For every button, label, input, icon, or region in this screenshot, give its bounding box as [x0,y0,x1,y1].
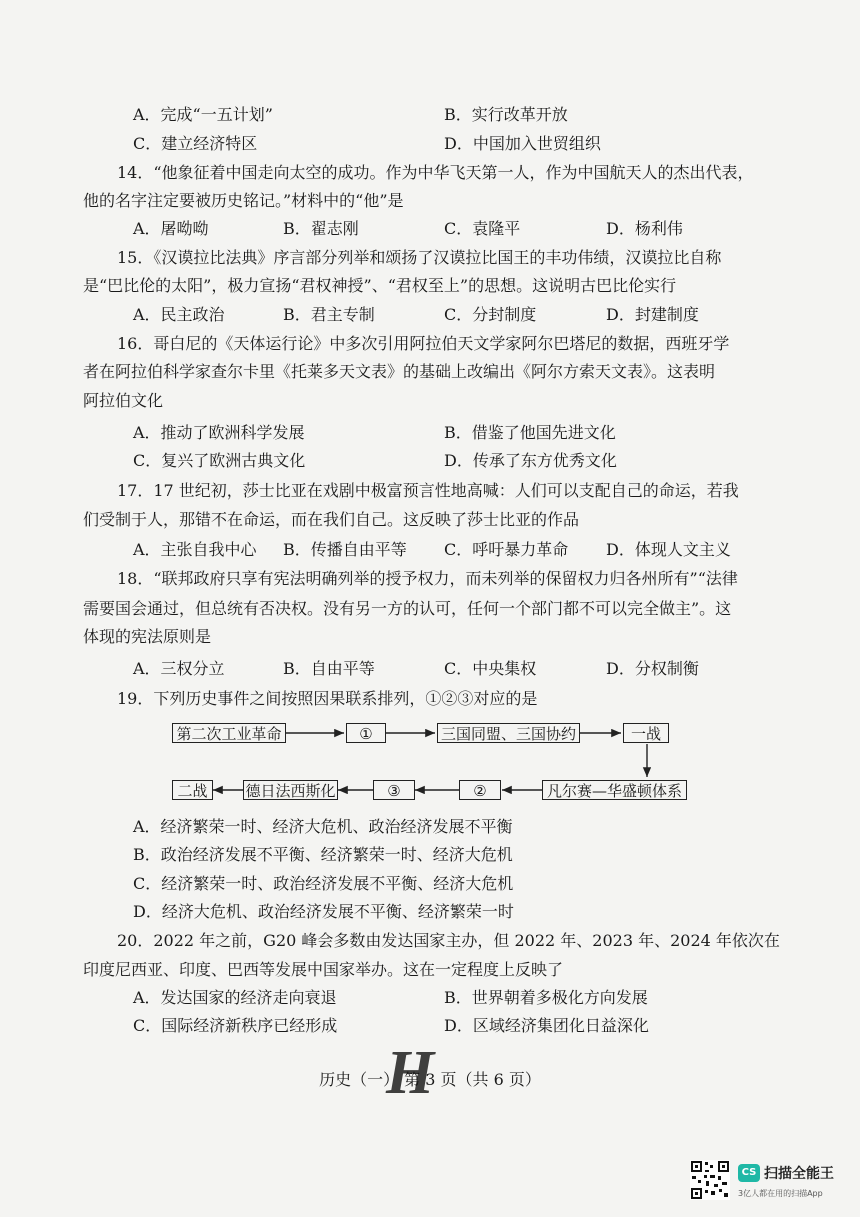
q18-option-c: C．中央集权 [444,659,537,678]
q17-stem-line1: 17．17 世纪初，莎士比亚在戏剧中极富预言性地高喊：人们可以支配自己的命运，若我 [117,481,739,500]
flow-box-ww1: 一战 [623,723,669,743]
camscanner-logo: CS [738,1164,760,1182]
q19-stem: 19．下列历史事件之间按照因果联系排列，①②③对应的是 [117,689,538,708]
flow-box-versailles-washington: 凡尔赛—华盛顿体系 [542,780,687,800]
scanner-app-name: 扫描全能王 [764,1166,834,1182]
q17-stem-line2: 们受制于人，那错不在命运，而在我们自己。这反映了莎士比亚的作品 [83,510,580,529]
flow-box-blank-2: ② [459,780,501,800]
page-footer: 历史（一） 第 3 页（共 6 页） [319,1070,541,1089]
q13-option-a: A．完成“一五计划” [133,105,273,124]
q17-option-a: A．主张自我中心 [133,540,257,559]
q19-option-d: D．经济大危机、政治经济发展不平衡、经济繁荣一时 [133,902,514,921]
flow-box-ww2: 二战 [172,780,213,800]
q19-option-a: A．经济繁荣一时、经济大危机、政治经济发展不平衡 [133,817,513,836]
scanner-tagline: 3亿人都在用的扫描App [738,1189,823,1198]
q15-option-b: B．君主专制 [283,305,375,324]
q14-stem-line1: 14．“他象征着中国走向太空的成功。作为中华飞天第一人，作为中国航天人的杰出代表， [117,163,754,182]
q16-stem-line1: 16．哥白尼的《天体运行论》中多次引用阿拉伯天文学家阿尔巴塔尼的数据，西班牙学 [117,334,730,353]
q16-option-d: D．传承了东方优秀文化 [444,451,617,470]
q18-stem-line3: 体现的宪法原则是 [83,627,212,646]
q14-option-d: D．杨利伟 [606,219,683,238]
q16-stem-line3: 阿拉伯文化 [83,391,164,410]
flow-box-second-industrial-revolution: 第二次工业革命 [172,723,286,743]
q19-option-c: C．经济繁荣一时、政治经济发展不平衡、经济大危机 [133,874,514,893]
q18-option-a: A．三权分立 [133,659,225,678]
q14-option-c: C．袁隆平 [444,219,521,238]
q18-stem-line1: 18．“联邦政府只享有宪法明确列举的授予权力，而未列举的保留权力归各州所有”“法律 [117,569,738,588]
q20-option-a: A．发达国家的经济走向衰退 [133,988,337,1007]
q16-option-c: C．复兴了欧洲古典文化 [133,451,306,470]
q20-stem-line1: 20．2022 年之前，G20 峰会多数由发达国家主办，但 2022 年、2023 年、2024 年依次在 [117,931,780,950]
q16-option-b: B．借鉴了他国先进文化 [444,423,616,442]
flow-box-blank-3: ③ [373,780,415,800]
q16-stem-line2: 者在阿拉伯科学家查尔卡里《托莱多天文表》的基础上改编出《阿尔方索天文表》。这表明 [83,362,716,381]
q18-option-d: D．分权制衡 [606,659,699,678]
q15-stem-line2: 是“巴比伦的太阳”，极力宣扬“君权神授”、“君权至上”的思想。这说明古巴比伦实行 [83,276,677,295]
watermark-h: H [386,1039,435,1107]
flow-box-alliances: 三国同盟、三国协约 [437,723,580,743]
q15-stem-line1: 15．《汉谟拉比法典》序言部分列举和颂扬了汉谟拉比国王的丰功伟绩，汉谟拉比自称 [117,248,722,267]
flow-box-fascism: 德日法西斯化 [243,780,338,800]
q20-option-b: B．世界朝着多极化方向发展 [444,988,648,1007]
q17-option-c: C．呼吁暴力革命 [444,540,569,559]
q15-option-c: C．分封制度 [444,305,537,324]
q15-option-a: A．民主政治 [133,305,225,324]
q18-option-b: B．自由平等 [283,659,375,678]
flow-box-blank-1: ① [346,723,386,743]
q13-option-d: D．中国加入世贸组织 [444,134,601,153]
q13-option-b: B．实行改革开放 [444,105,568,124]
q14-option-a: A．屠呦呦 [133,219,209,238]
q20-option-d: D．区域经济集团化日益深化 [444,1016,649,1035]
q16-option-a: A．推动了欧洲科学发展 [133,423,305,442]
q14-stem-line2: 他的名字注定要被历史铭记。”材料中的“他”是 [83,191,404,210]
q13-option-c: C．建立经济特区 [133,134,258,153]
q17-option-b: B．传播自由平等 [283,540,407,559]
qr-code-icon [690,1160,730,1200]
q15-option-d: D．封建制度 [606,305,699,324]
q17-option-d: D．体现人文主义 [606,540,731,559]
q14-option-b: B．翟志刚 [283,219,359,238]
q20-option-c: C．国际经济新秩序已经形成 [133,1016,338,1035]
q18-stem-line2: 需要国会通过，但总统有否决权。没有另一方的认可，任何一个部门都不可以完全做主”。这 [83,599,732,618]
q19-option-b: B．政治经济发展不平衡、经济繁荣一时、经济大危机 [133,845,513,864]
q20-stem-line2: 印度尼西亚、印度、巴西等发展中国家举办。这在一定程度上反映了 [83,960,564,979]
